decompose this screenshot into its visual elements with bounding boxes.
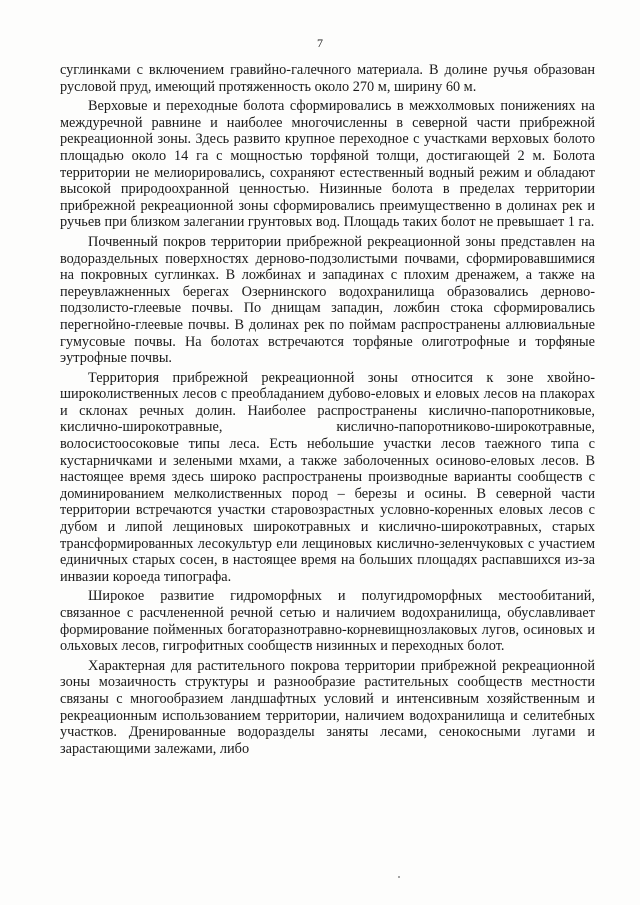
paragraph-6: Характерная для растительного покрова территории прибрежной рекреационной зоны мозаичность структуры и разнообразие растительных сообществ местности связаны с многообразием ландшафтных условий и интенсивным хозяйственным и рекреационным использованием территории, наличием водохранилища и селитебных участков. Дренированные водоразделы заняты лесами, сенокосными лугами и зарастающими залежами, либо <box>60 657 595 757</box>
body-text <box>60 62 595 760</box>
page-number: 7 <box>317 36 323 50</box>
scan-speck <box>398 876 400 878</box>
paragraph-3: Почвенный покров территории прибрежной рекреационной зоны представлен на водораздельных поверхностях дерново-подзолистыми почвами, сформировавшимися на покровных суглинках. В ложбинах и западинах с плохим дренажем, а также на переувлажненных берегах Озернинского водохранилища образовались дерново-подзолисто-глеевые почвы. По днищам западин, ложбин стока сформировались перегнойно-глеевые почвы. В долинах рек по поймам распространены аллювиальные гумусовые почвы. На болотах встречаются торфяные олиготрофные и торфяные эутрофные почвы. <box>60 233 595 367</box>
paragraph-4: Территория прибрежной рекреационной зоны относится к зоне хвойно-широколиственных лесов с преобладанием дубово-еловых и еловых лесов на плакорах и склонах речных долин. Наиболее распространены кислично-папоротниковые, кислично-широкотравные, кислично-папоротниково-широкотравные, волосистоосоковые типы леса. Есть небольшие участки лесов таежного типа с кустарничками и зелеными мхами, а также заболоченных осиново-еловых лесов. В настоящее время здесь широко распространены производные варианты сообществ с доминированием мелколиственных пород – березы и осины. В северной части территории встречаются участки старовозрастных условно-коренных еловых лесов с дубом и липой лещиновых широкотравных и кислично-широкотравных, старых трансформированных лесокультур ели лещиновых кислично-зеленчуковых с участием единичных старых сосен, в настоящее время на больших площадях распавшихся из-за инвазии короеда типографа. <box>60 369 595 585</box>
paragraph-5: Широкое развитие гидроморфных и полугидроморфных местообитаний, связанное с расчлененной речной сетью и наличием водохранилища, обуславливает формирование пойменных богаторазнотравно-корневищнозлаковых лугов, осиновых и ольховых лесов, гигрофитных сообществ низинных и переходных болот. <box>60 588 595 655</box>
paragraph-2: Верховые и переходные болота сформировались в межхолмовых понижениях на междуречной равнине и наиболее многочисленны в северной части прибрежной рекреационной зоны. Здесь развито крупное переходное с участками верховых болото площадью около 14 га с мощностью торфяной толщи, достигающей 2 м. Болота территории не мелиорировались, сохраняют естественный водный режим и обладают высокой природоохранной ценностью. Низинные болота в пределах территории прибрежной рекреационной зоны сформировались преимущественно в долинах рек и ручьев при близком залегании грунтовых вод. Площадь таких болот не превышает 1 га. <box>60 98 595 231</box>
paragraph-1: суглинками с включением гравийно-галечного материала. В долине ручья образован русловой пруд, имеющий протяженность около 270 м, ширину 60 м. <box>60 62 595 95</box>
